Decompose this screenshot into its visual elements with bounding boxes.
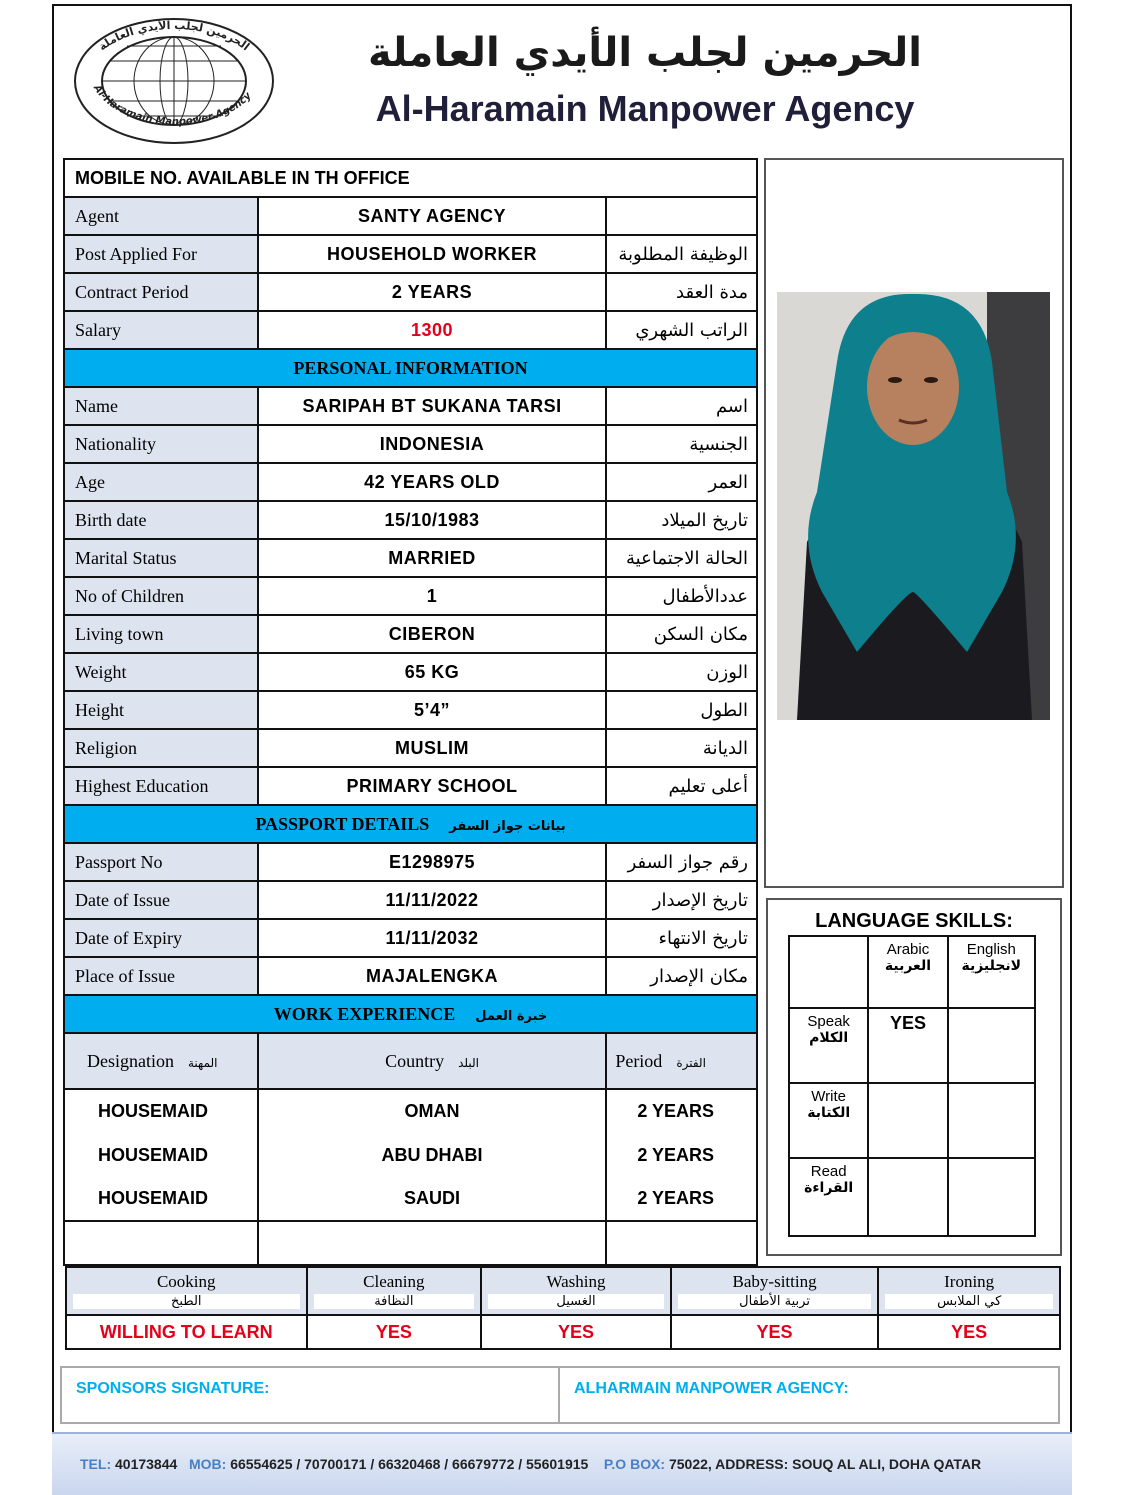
personal-row (64, 539, 757, 577)
row-read (789, 1158, 868, 1236)
field-label: Marital Status (64, 539, 258, 577)
pobox-value: 75022, ADDRESS: SOUQ AL ALI, DOHA QATAR (668, 1456, 982, 1472)
language-row-write (789, 1083, 1035, 1158)
personal-row (64, 729, 757, 767)
personal-row (64, 767, 757, 805)
field-label: Living town (64, 615, 258, 653)
work-designation: HOUSEMAID (64, 1177, 258, 1221)
col-designation-label: Designation (87, 1050, 174, 1071)
field-label: Passport No (64, 843, 258, 881)
field-label: Place of Issue (64, 957, 258, 995)
speak-english-value (948, 1008, 1035, 1083)
field-value: MUSLIM (258, 729, 607, 767)
agency-english-title: Al-Haramain Manpower Agency (375, 88, 915, 129)
empty-cell (606, 1221, 757, 1265)
col-designation (64, 1033, 258, 1089)
field-value: 11/11/2032 (258, 919, 607, 957)
language-row-speak (789, 1008, 1035, 1083)
field-label-arabic: مكان الإصدار (606, 957, 757, 995)
skill-label-arabic: تربية الأطفال (678, 1294, 872, 1309)
agency-signature-label: ALHARMAIN MANPOWER AGENCY: (574, 1380, 849, 1397)
personal-row (64, 615, 757, 653)
applicant-details-table (63, 158, 758, 1266)
row-read-label: Read (810, 1163, 847, 1180)
work-column-headers (64, 1033, 757, 1089)
skill-washing (481, 1267, 671, 1315)
field-label: Contract Period (64, 273, 258, 311)
field-label: Post Applied For (64, 235, 258, 273)
skill-label: Ironing (944, 1272, 995, 1291)
work-designation: HOUSEMAID (64, 1089, 258, 1133)
skill-label-arabic: الغسيل (488, 1294, 664, 1309)
field-label-arabic: الوزن (606, 653, 757, 691)
empty-cell (258, 1221, 607, 1265)
language-header-row (789, 936, 1035, 1008)
field-label: Name (64, 387, 258, 425)
skill-label-arabic: كي الملابس (885, 1294, 1053, 1309)
field-label: Agent (64, 197, 258, 235)
personal-row (64, 653, 757, 691)
skill-label-arabic: الطبخ (73, 1294, 300, 1309)
field-value: PRIMARY SCHOOL (258, 767, 607, 805)
write-english-value (948, 1083, 1035, 1158)
skill-value: YES (307, 1315, 482, 1349)
write-arabic-value (868, 1083, 947, 1158)
field-value: HOUSEHOLD WORKER (258, 235, 607, 273)
footer-contact-text (80, 1456, 981, 1472)
skill-value: YES (671, 1315, 879, 1349)
field-value: 15/10/1983 (258, 501, 607, 539)
personal-row (64, 577, 757, 615)
work-period: 2 YEARS (606, 1177, 757, 1221)
col-period (606, 1033, 757, 1089)
applicant-photo (777, 292, 1050, 720)
job-row-post (64, 235, 757, 273)
field-value: 2 YEARS (258, 273, 607, 311)
passport-section-header (64, 805, 757, 843)
skill-label: Baby-sitting (732, 1272, 817, 1291)
field-value: SANTY AGENCY (258, 197, 607, 235)
passport-heading: PASSPORT DETAILS (255, 813, 430, 834)
field-label-arabic: الديانة (606, 729, 757, 767)
tel-label: TEL: (80, 1456, 112, 1472)
section-title (64, 995, 757, 1033)
skill-label: Cleaning (363, 1272, 425, 1291)
row-write-label: Write (811, 1088, 847, 1105)
work-designation: HOUSEMAID (64, 1133, 258, 1177)
field-label: Nationality (64, 425, 258, 463)
field-label-arabic: تاريخ الميلاد (606, 501, 757, 539)
sponsor-signature-label: SPONSORS SIGNATURE: (76, 1380, 270, 1397)
passport-row (64, 957, 757, 995)
work-country: SAUDI (258, 1177, 607, 1221)
mobile-note-row (64, 159, 757, 197)
field-label-arabic: عددالأطفال (606, 577, 757, 615)
field-label-arabic: تاريخ الانتهاء (606, 919, 757, 957)
field-value: 1 (258, 577, 607, 615)
col-country-label: Country (385, 1050, 445, 1071)
row-write (789, 1083, 868, 1158)
personal-row (64, 463, 757, 501)
logo-english-text: Al-Haramain Manpower Agency (91, 83, 254, 128)
field-label-arabic: رقم جواز السفر (606, 843, 757, 881)
work-row (64, 1133, 757, 1177)
field-label-arabic (606, 197, 757, 235)
logo-arabic-text: الحرمين لجلب الأيدي العاملة (96, 18, 253, 54)
language-skills-title: LANGUAGE SKILLS: (815, 910, 1013, 932)
skill-cleaning (307, 1267, 482, 1315)
field-label-arabic: الحالة الاجتماعية (606, 539, 757, 577)
col-country-arabic: البلد (458, 1055, 479, 1070)
passport-row (64, 919, 757, 957)
row-write-arabic: الكتابة (807, 1105, 851, 1121)
field-label-arabic: الجنسية (606, 425, 757, 463)
field-label: Salary (64, 311, 258, 349)
section-title (64, 805, 757, 843)
field-value: 11/11/2022 (258, 881, 607, 919)
work-heading: WORK EXPERIENCE (273, 1003, 456, 1024)
personal-row (64, 387, 757, 425)
skill-value: WILLING TO LEARN (66, 1315, 307, 1349)
passport-heading-arabic: بيانات جواز السفر (449, 818, 566, 834)
row-speak-label: Speak (807, 1013, 850, 1030)
skill-label-arabic: النظافة (314, 1294, 475, 1309)
field-label-arabic: الوظيفة المطلوبة (606, 235, 757, 273)
field-label-arabic: الطول (606, 691, 757, 729)
skill-ironing (878, 1267, 1060, 1315)
job-row-salary (64, 311, 757, 349)
work-period: 2 YEARS (606, 1089, 757, 1133)
footer-contact-bar (52, 1432, 1072, 1495)
work-row (64, 1177, 757, 1221)
field-label-arabic: الراتب الشهري (606, 311, 757, 349)
work-country: ABU DHABI (258, 1133, 607, 1177)
field-label-arabic: أعلى تعليم (606, 767, 757, 805)
work-period: 2 YEARS (606, 1133, 757, 1177)
col-designation-arabic: المهنة (188, 1055, 218, 1070)
personal-section-header (64, 349, 757, 387)
pobox-label: P.O BOX: (603, 1456, 666, 1472)
field-label: Age (64, 463, 258, 501)
skill-cooking (66, 1267, 307, 1315)
personal-row (64, 691, 757, 729)
mob-value: 66554625 / 70700171 / 66320468 / 66679772 / 55601915 (230, 1456, 589, 1472)
row-read-arabic: القراءة (804, 1180, 854, 1196)
field-value: 65 KG (258, 653, 607, 691)
field-value: INDONESIA (258, 425, 607, 463)
skills-header-row (66, 1267, 1060, 1315)
row-speak-arabic: الكلام (809, 1030, 849, 1046)
field-label: Date of Expiry (64, 919, 258, 957)
mobile-note: MOBILE NO. AVAILABLE IN TH OFFICE (64, 159, 757, 197)
field-label-arabic: اسم (606, 387, 757, 425)
work-heading-arabic: خبرة العمل (475, 1008, 548, 1024)
signature-box (60, 1366, 1060, 1424)
field-label-arabic: مكان السكن (606, 615, 757, 653)
svg-text:Al-Haramain Manpower Agency (91, 82, 254, 127)
field-value: MAJALENGKA (258, 957, 607, 995)
job-row-contract (64, 273, 757, 311)
col-period-label: Period (615, 1050, 663, 1071)
field-label: No of Children (64, 577, 258, 615)
field-label: Religion (64, 729, 258, 767)
skills-table (65, 1266, 1061, 1350)
skill-baby-sitting (671, 1267, 879, 1315)
tel-value: 40173844 (115, 1456, 178, 1472)
field-value: MARRIED (258, 539, 607, 577)
field-label: Height (64, 691, 258, 729)
read-arabic-value (868, 1158, 947, 1236)
work-section-header (64, 995, 757, 1033)
field-value: SARIPAH BT SUKANA TARSI (258, 387, 607, 425)
col-arabic (868, 936, 947, 1008)
field-label: Weight (64, 653, 258, 691)
col-arabic-arabic: العربية (884, 958, 932, 974)
language-skills-table (788, 935, 1036, 1237)
passport-row (64, 843, 757, 881)
section-title: PERSONAL INFORMATION (64, 349, 757, 387)
col-arabic-label: Arabic (886, 941, 930, 958)
skill-label: Cooking (156, 1272, 216, 1291)
empty-cell (789, 936, 868, 1008)
col-english-arabic: لانجليزية (961, 958, 1022, 974)
field-label-arabic: العمر (606, 463, 757, 501)
field-value: 42 YEARS OLD (258, 463, 607, 501)
job-row-agent (64, 197, 757, 235)
row-speak (789, 1008, 868, 1083)
work-row (64, 1089, 757, 1133)
work-country: OMAN (258, 1089, 607, 1133)
signature-divider (558, 1368, 560, 1424)
mob-label: MOB: (188, 1456, 227, 1472)
field-label: Birth date (64, 501, 258, 539)
passport-row (64, 881, 757, 919)
field-label-arabic: مدة العقد (606, 273, 757, 311)
field-label: Date of Issue (64, 881, 258, 919)
col-english-label: English (966, 941, 1016, 958)
skills-value-row (66, 1315, 1060, 1349)
col-period-arabic: الفترة (676, 1055, 706, 1070)
field-value: E1298975 (258, 843, 607, 881)
skill-value: YES (878, 1315, 1060, 1349)
speak-arabic-value: YES (868, 1008, 947, 1083)
salary-value: 1300 (258, 311, 607, 349)
skill-value: YES (481, 1315, 671, 1349)
personal-row (64, 425, 757, 463)
read-english-value (948, 1158, 1035, 1236)
agency-arabic-title: الحرمين لجلب الأيدي العاملة (367, 30, 923, 76)
empty-cell (64, 1221, 258, 1265)
work-row-empty (64, 1221, 757, 1265)
field-value: CIBERON (258, 615, 607, 653)
field-value: 5’4” (258, 691, 607, 729)
personal-row (64, 501, 757, 539)
skill-label: Washing (546, 1272, 606, 1291)
col-country (258, 1033, 607, 1089)
col-english (948, 936, 1035, 1008)
agency-logo-globe-icon (72, 16, 276, 146)
language-row-read (789, 1158, 1035, 1236)
field-label: Highest Education (64, 767, 258, 805)
field-label-arabic: تاريخ الإصدار (606, 881, 757, 919)
